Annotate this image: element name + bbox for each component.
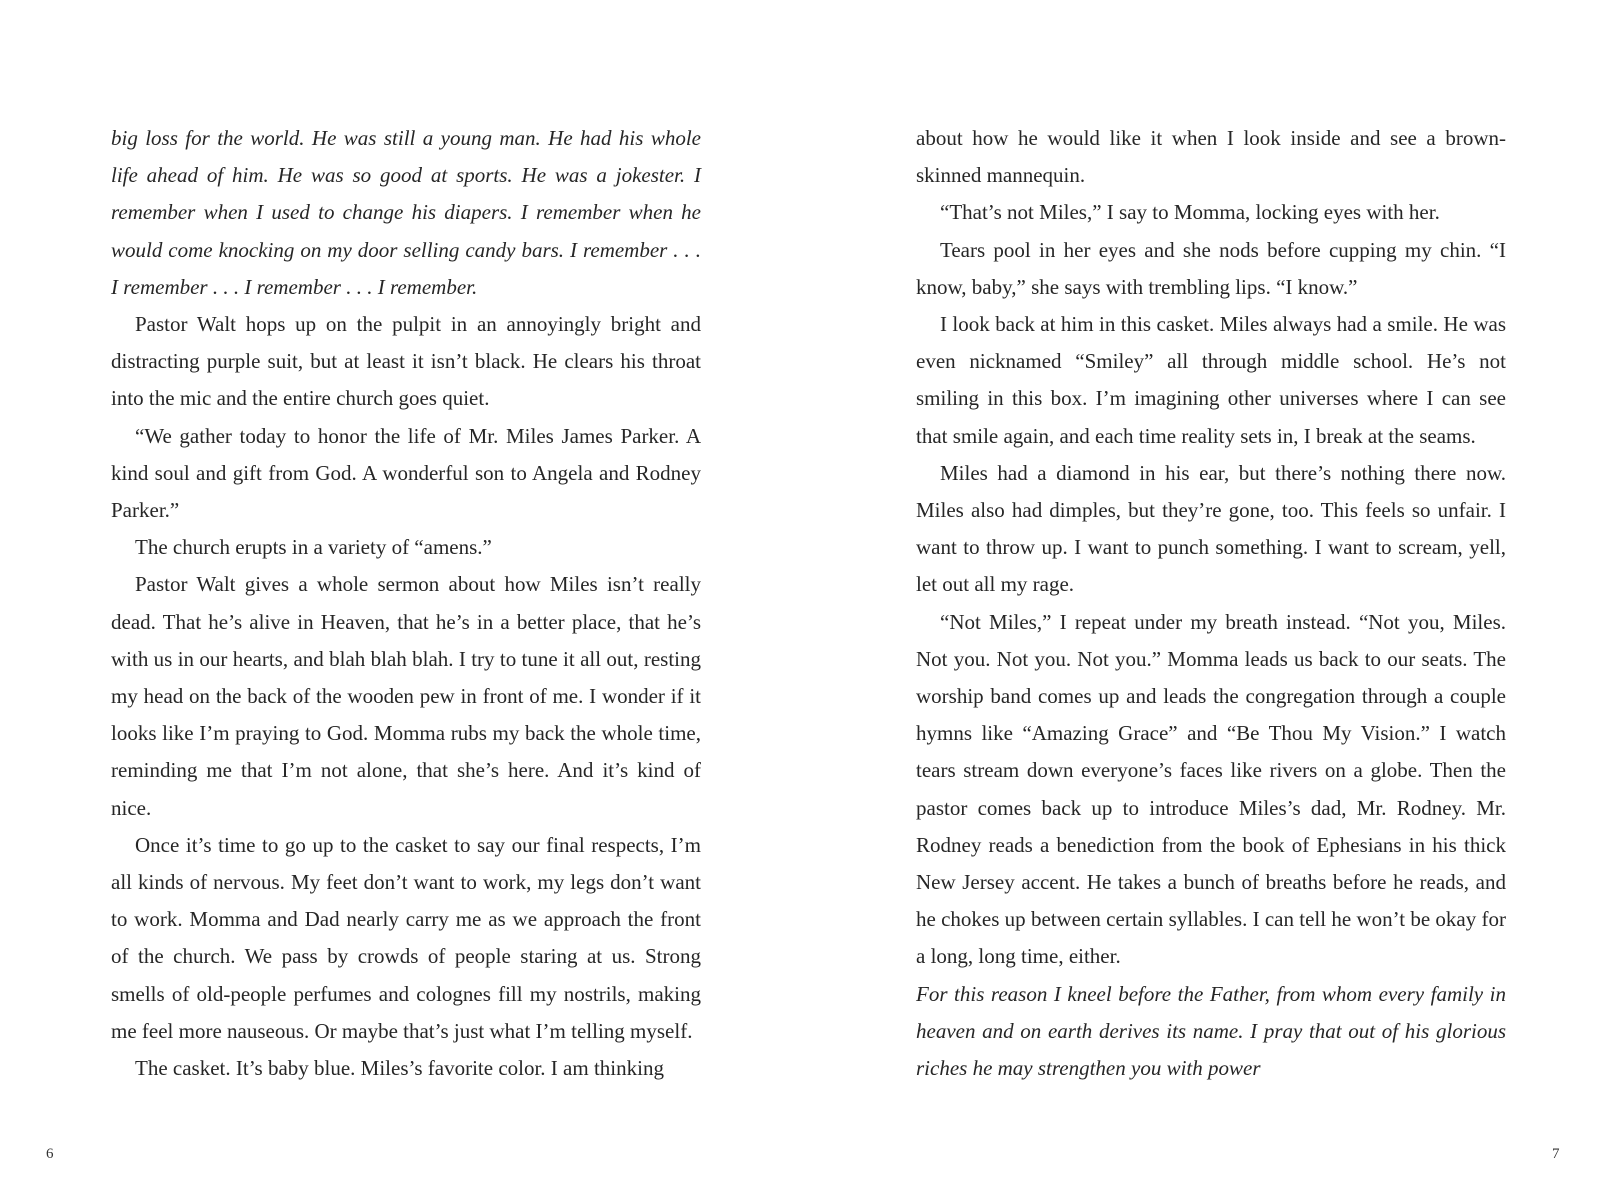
- paragraph: “We gather today to honor the life of Mr. Miles James Parker. A kind soul and gift from God. A wonderful son to Angela and Rodney Parker.”: [111, 423, 701, 523]
- paragraph: Pastor Walt gives a whole sermon about how Miles isn’t really dead. That he’s alive in Heaven, that he’s in a better place, that he’s with us in our hearts, and blah blah blah. I try to tune it all out, resting my head on the back of the wooden pew in front of me. I wonder if it looks like I’m praying to God. Momma rubs my back the whole time, reminding me that I’m not alone, that she’s here. And it’s kind of nice.: [111, 572, 701, 820]
- paragraph: The church erupts in a variety of “amens.”: [135, 535, 492, 560]
- scripture-epigraph: For this reason I kneel before the Father, from whom every family in heaven and on earth derives its name. I pray that out of his glorious riches he may strengthen you with power: [916, 981, 1506, 1081]
- paragraph: Pastor Walt hops up on the pulpit in an annoyingly bright and distracting purple suit, but at least it isn’t black. He clears his throat into the mic and the entire church goes quiet.: [111, 312, 701, 411]
- paragraph: “That’s not Miles,” I say to Momma, locking eyes with her.: [940, 200, 1440, 225]
- paragraph: “Not Miles,” I repeat under my breath instead. “Not you, Miles. Not you. Not you. Not you.” Momma leads us back to our seats. The worship band comes up and leads the congregation through a couple hymns like “Amazing Grace” and “Be Thou My Vision.” I watch tears stream down everyone’s faces like rivers on a globe. Then the pastor comes back up to introduce Miles’s dad, Mr. Rodney. Mr. Rodney reads a benediction from the book of Ephesians in his thick New Jersey accent. He takes a bunch of breaths before he reads, and he chokes up between certain syllables. I can tell he won’t be okay for a long, long time, either.: [916, 609, 1506, 969]
- right-page: [800, 0, 1600, 1200]
- paragraph: big loss for the world. He was still a young man. He had his whole life ahead of him. He was so good at sports. He was a jokester. I remember when I used to change his diapers. I remember when he would come knocking on my door selling candy bars. I remember . . . I remember . . . I remember . . . I remember.: [111, 126, 701, 299]
- page-number-left: 6: [46, 1146, 54, 1162]
- right-page-text: [916, 120, 1506, 1087]
- page-number-right: 7: [1552, 1146, 1560, 1162]
- paragraph: Tears pool in her eyes and she nods before cupping my chin. “I know, baby,” she says with trembling lips. “I know.”: [916, 237, 1506, 299]
- paragraph: I look back at him in this casket. Miles always had a smile. He was even nicknamed “Smiley” all through middle school. He’s not smiling in this box. I’m imagining other universes where I can see that smile again, and each time reality sets in, I break at the seams.: [916, 312, 1506, 448]
- paragraph: about how he would like it when I look inside and see a brown-skinned mannequin.: [916, 126, 1506, 188]
- paragraph: The casket. It’s baby blue. Miles’s favorite color. I am thinking: [135, 1056, 664, 1081]
- left-page-text: [111, 120, 701, 1087]
- paragraph: Miles had a diamond in his ear, but there’s nothing there now. Miles also had dimples, but they’re gone, too. This feels so unfair. I want to throw up. I want to punch something. I want to scream, yell, let out all my rage.: [916, 460, 1506, 597]
- paragraph: Once it’s time to go up to the casket to say our final respects, I’m all kinds of nervous. My feet don’t want to work, my legs don’t want to work. Momma and Dad nearly carry me as we approach the front of the church. We pass by crowds of people staring at us. Strong smells of old-people perfumes and colognes fill my nostrils, making me feel more nauseous. Or maybe that’s just what I’m telling myself.: [111, 832, 701, 1043]
